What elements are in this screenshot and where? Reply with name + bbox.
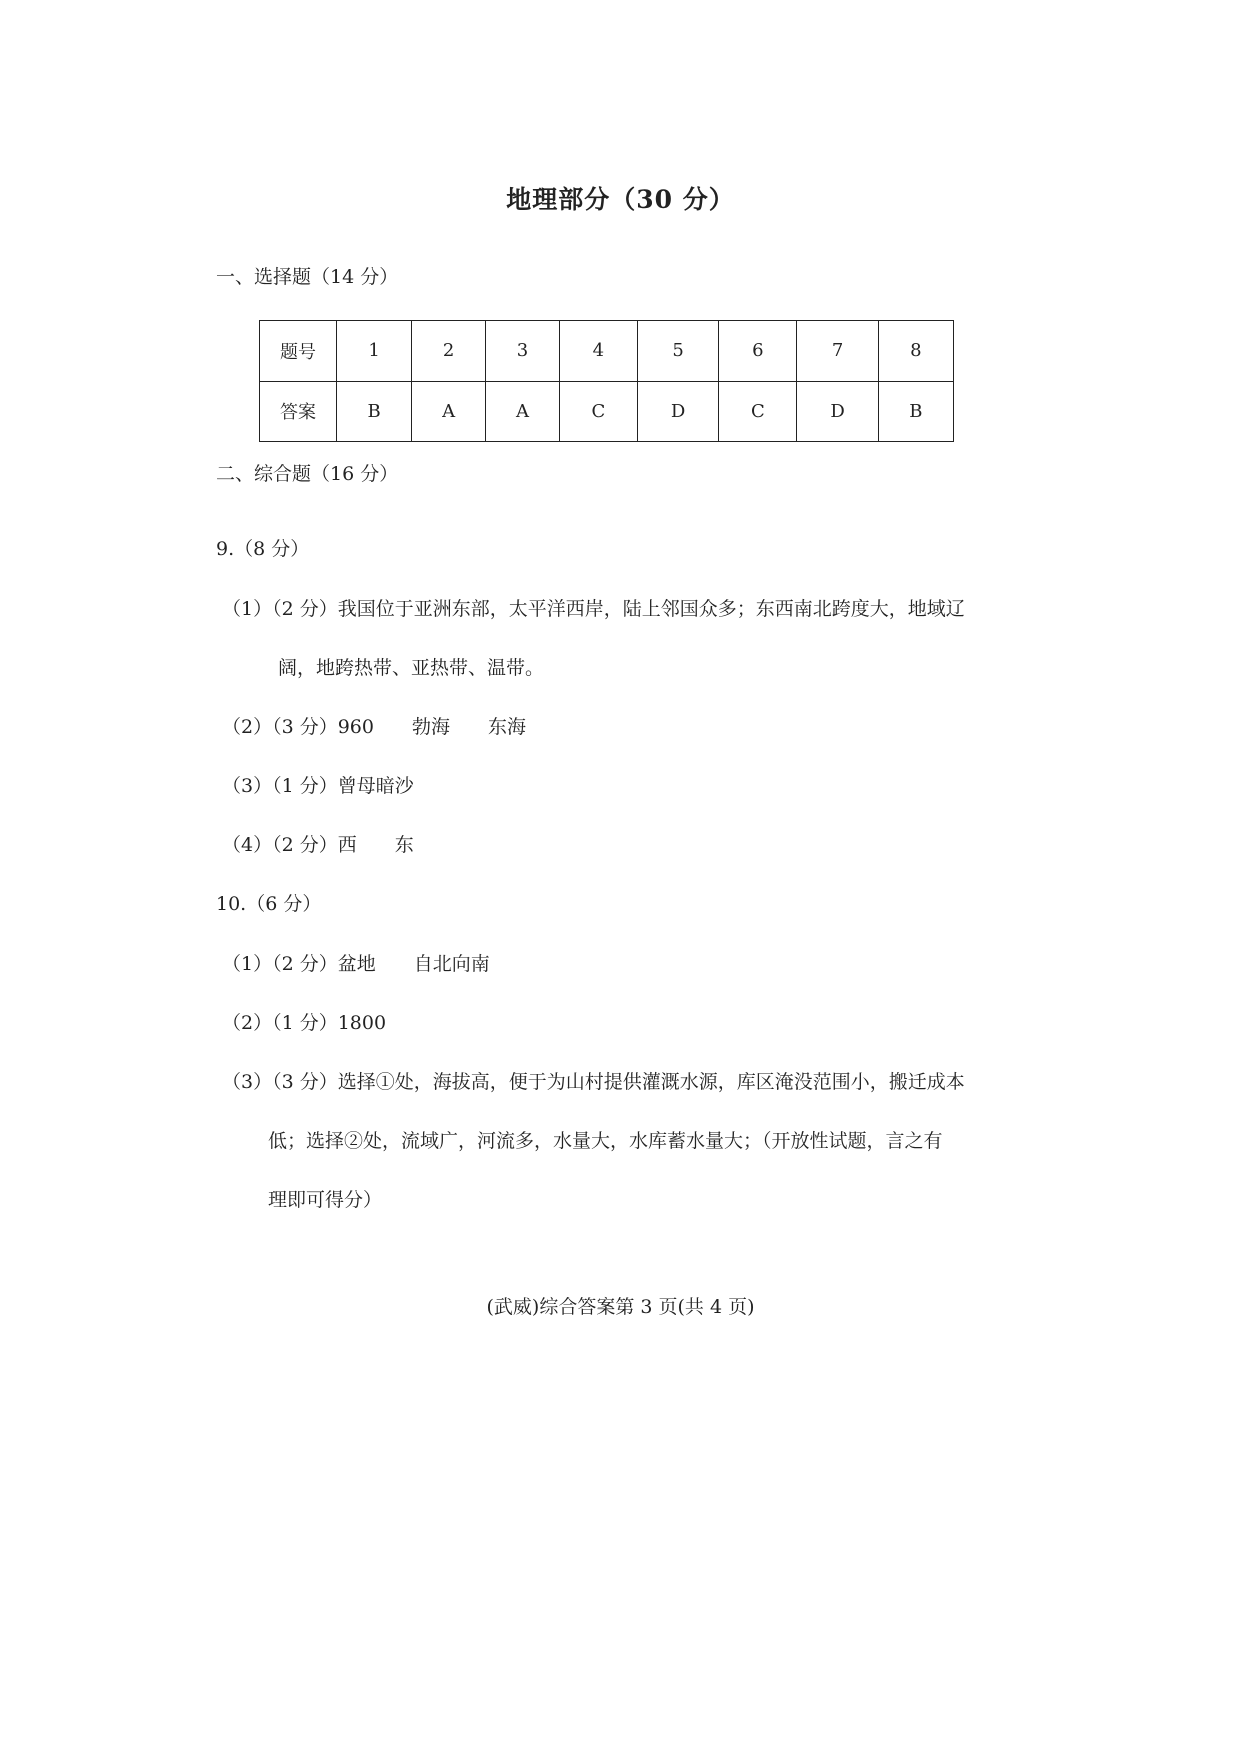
table-cell: 5: [637, 321, 718, 382]
table-header-cell: 答案: [260, 381, 337, 442]
table-cell: D: [637, 381, 718, 442]
table-cell: A: [486, 381, 560, 442]
question-9-part-1-line-1: （1）（2 分）我国位于亚洲东部，太平洋西岸，陆上邻国众多；东西南北跨度大，地域辽: [222, 598, 965, 620]
question-10-heading: 10.（6 分）: [216, 893, 322, 915]
table-cell: 6: [719, 321, 797, 382]
table-header-cell: 题号: [260, 321, 337, 382]
table-cell: B: [337, 381, 412, 442]
table-cell: 1: [337, 321, 412, 382]
table-cell: 7: [797, 321, 878, 382]
table-cell: D: [797, 381, 878, 442]
question-10-part-3-line-2: 低；选择②处，流域广，河流多，水量大，水库蓄水量大；（开放性试题，言之有: [268, 1130, 943, 1152]
table-cell: 2: [412, 321, 486, 382]
question-9-part-4: （4）（2 分）西 东: [222, 834, 414, 856]
table-cell: 3: [486, 321, 560, 382]
section-heading-choice: 一、选择题（14 分）: [216, 266, 399, 288]
table-row-answers: [260, 381, 954, 442]
question-10-part-2: （2）（1 分）1800: [222, 1012, 387, 1034]
table-cell: C: [559, 381, 637, 442]
table-cell: 4: [559, 321, 637, 382]
table-cell: 8: [878, 321, 953, 382]
question-9-part-3: （3）（1 分）曾母暗沙: [222, 775, 414, 797]
table-row-numbers: [260, 321, 954, 382]
question-10-part-1: （1）（2 分）盆地 自北向南: [222, 953, 490, 975]
question-9-part-1-line-2: 阔，地跨热带、亚热带、温带。: [278, 657, 545, 679]
page-title: 地理部分（30 分）: [506, 185, 735, 214]
question-9-heading: 9.（8 分）: [216, 538, 310, 560]
section-heading-comprehensive: 二、综合题（16 分）: [216, 463, 399, 485]
table-cell: A: [412, 381, 486, 442]
question-9-part-2: （2）（3 分）960 勃海 东海: [222, 716, 526, 738]
question-10-part-3-line-3: 理即可得分）: [268, 1189, 383, 1211]
page-footer: (武威)综合答案第 3 页(共 4 页): [486, 1296, 755, 1318]
table-cell: C: [719, 381, 797, 442]
question-10-part-3-line-1: （3）（3 分）选择①处，海拔高，便于为山村提供灌溉水源，库区淹没范围小，搬迁成本: [222, 1071, 965, 1093]
table-cell: B: [878, 381, 953, 442]
answer-table: [259, 320, 954, 442]
